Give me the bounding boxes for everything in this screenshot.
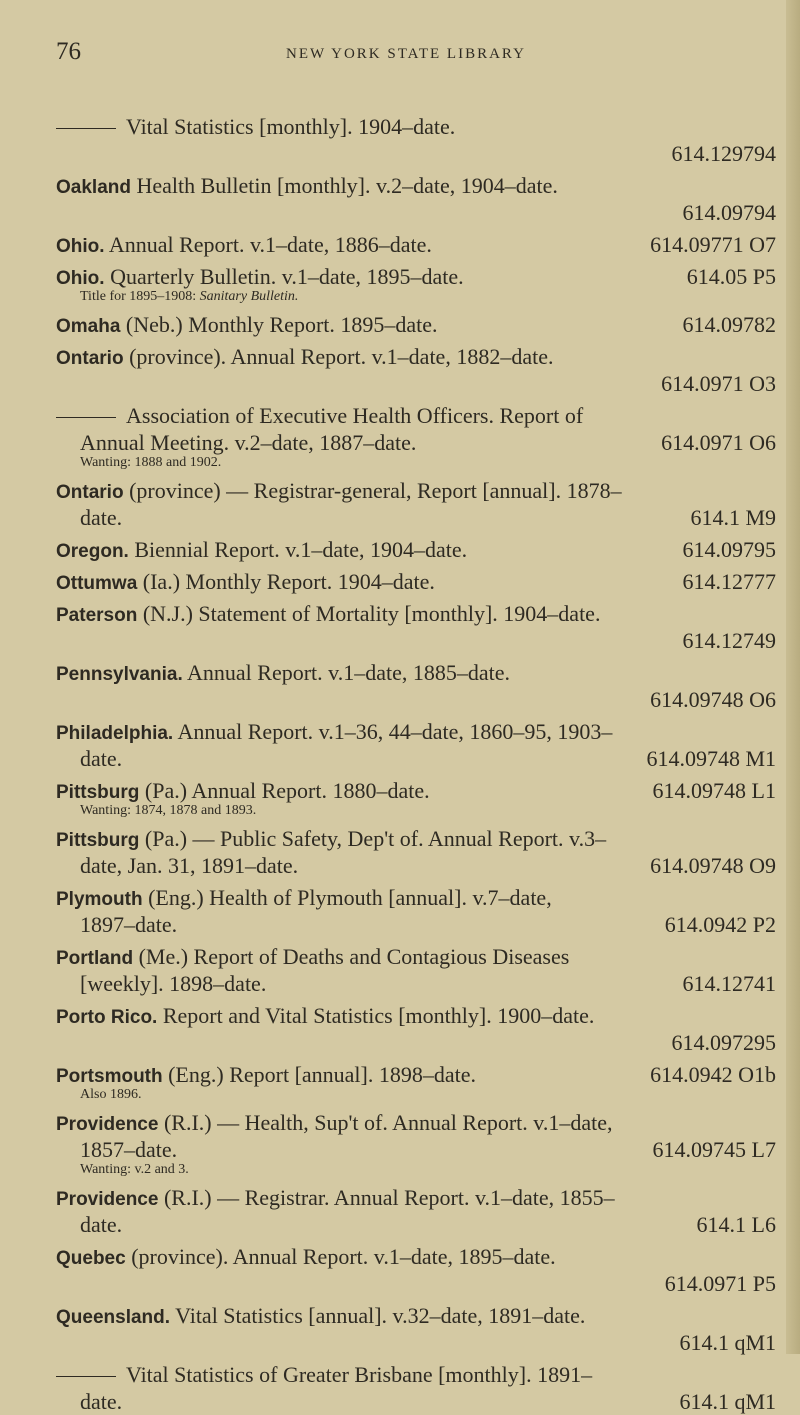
- entry-heading: Plymouth: [56, 889, 143, 910]
- call-number: 614.12741: [682, 971, 776, 996]
- entry-line: [56, 402, 776, 429]
- entry-line: [56, 311, 776, 338]
- entry-text: (N.J.) Statement of Mortality [monthly]. 1904–date.: [137, 601, 601, 626]
- entry-heading: Quebec: [56, 1248, 126, 1269]
- call-number: 614.1 M9: [690, 505, 776, 530]
- entry-line: [56, 504, 776, 531]
- entry-heading: Providence: [56, 1114, 159, 1135]
- entry-text: Vital Statistics of Greater Brisbane [monthly]. 1891–: [126, 1362, 593, 1387]
- entry-line: [56, 777, 776, 804]
- entry-text: Biennial Report. v.1–date, 1904–date.: [128, 537, 468, 562]
- entry-line: [56, 745, 776, 772]
- entry-heading: Ontario: [56, 482, 124, 503]
- entry-note: [56, 1161, 776, 1179]
- entry-line: [56, 659, 776, 686]
- entry-line: [56, 1388, 776, 1415]
- entry-line: [56, 970, 776, 997]
- entry-heading: Omaha: [56, 316, 121, 337]
- call-number: 614.12777: [682, 569, 776, 594]
- entry-line: [56, 1029, 776, 1056]
- entry-text: date.: [80, 746, 123, 771]
- entry-line: [56, 429, 776, 456]
- entry-line: [56, 1302, 776, 1329]
- entry-text: (Pa.) — Public Safety, Dep't of. Annual Report. v.3–: [139, 826, 607, 851]
- entry-text: (Ia.) Monthly Report. 1904–date.: [137, 569, 435, 594]
- entry-heading: Pittsburg: [56, 830, 140, 851]
- entry-heading: Ottumwa: [56, 573, 138, 594]
- entry-line: [56, 172, 776, 199]
- entry-text: date, Jan. 31, 1891–date.: [80, 853, 299, 878]
- running-title: NEW YORK STATE LIBRARY: [286, 46, 526, 62]
- entry-line: [56, 627, 776, 654]
- call-number: 614.09795: [682, 537, 776, 562]
- entry-text: (R.I.) — Registrar. Annual Report. v.1–date, 1855–: [158, 1185, 615, 1210]
- entry-line: [56, 1329, 776, 1356]
- entry-line: [56, 718, 776, 745]
- note-text: Wanting: v.2 and 3.: [80, 1162, 189, 1177]
- entry-line: [56, 231, 776, 258]
- call-number: 614.09745 L7: [652, 1137, 776, 1162]
- entry-line: [56, 568, 776, 595]
- entry-text: (R.I.) — Health, Sup't of. Annual Report. v.1–date,: [158, 1110, 613, 1135]
- entry-line: [56, 1184, 776, 1211]
- entry-heading: Oregon.: [56, 541, 129, 562]
- call-number: 614.097295: [671, 1030, 776, 1055]
- entry-note: [56, 288, 776, 306]
- entry-text: Annual Meeting. v.2–date, 1887–date.: [80, 430, 417, 455]
- call-number: 614.05 P5: [686, 264, 776, 289]
- entry-heading: Portsmouth: [56, 1066, 163, 1087]
- entry-text: Annual Report. v.1–date, 1885–date.: [182, 660, 511, 685]
- entry-line: [56, 1211, 776, 1238]
- entry-line: [56, 884, 776, 911]
- ditto-dash: [56, 128, 116, 129]
- entry-heading: Porto Rico.: [56, 1007, 158, 1028]
- call-number: 614.0971 O6: [661, 430, 776, 455]
- note-text: Also 1896.: [80, 1087, 142, 1102]
- call-number: 614.09794: [682, 200, 776, 225]
- entry-line: [56, 1061, 776, 1088]
- call-number: 614.09748 M1: [646, 746, 776, 771]
- entry-text: Association of Executive Health Officers. Report of: [126, 403, 584, 428]
- note-text: Wanting: 1888 and 1902.: [80, 455, 222, 470]
- entry-text: Quarterly Bulletin. v.1–date, 1895–date.: [104, 264, 464, 289]
- entry-heading: Paterson: [56, 605, 138, 626]
- call-number: 614.09782: [682, 312, 776, 337]
- call-number: 614.1 L6: [696, 1212, 776, 1237]
- entry-text: (Me.) Report of Deaths and Contagious Diseases: [133, 944, 570, 969]
- call-number: 614.09771 O7: [650, 232, 776, 257]
- entry-line: [56, 911, 776, 938]
- entry-heading: Ohio.: [56, 268, 105, 289]
- call-number: 614.12749: [682, 628, 776, 653]
- entry-line: [56, 1109, 776, 1136]
- entry-text: Annual Report. v.1–36, 44–date, 1860–95, 1903–: [173, 719, 613, 744]
- entry-note: [56, 802, 776, 820]
- entry-line: [56, 199, 776, 226]
- entry-text: Health Bulletin [monthly]. v.2–date, 1904–date.: [130, 173, 558, 198]
- entry-heading: Pennsylvania.: [56, 664, 183, 685]
- ditto-dash: [56, 417, 116, 418]
- entry-line: [56, 686, 776, 713]
- entry-line: [56, 1361, 776, 1388]
- entry-text: date.: [80, 1212, 123, 1237]
- call-number: 614.09748 O9: [650, 853, 776, 878]
- entry-text: (Neb.) Monthly Report. 1895–date.: [120, 312, 438, 337]
- entry-line: [56, 1243, 776, 1270]
- entry-heading: Pittsburg: [56, 782, 140, 803]
- call-number: 614.0942 O1b: [650, 1062, 776, 1087]
- entry-line: [56, 263, 776, 290]
- entry-text: [weekly]. 1898–date.: [80, 971, 267, 996]
- entry-text: date.: [80, 1389, 123, 1414]
- entry-line: [56, 536, 776, 563]
- call-number: 614.0971 P5: [664, 1271, 776, 1296]
- catalog-entries: [56, 113, 776, 1415]
- call-number: 614.09748 O6: [650, 687, 776, 712]
- entry-line: [56, 943, 776, 970]
- entry-text: (Pa.) Annual Report. 1880–date.: [139, 778, 430, 803]
- entry-note: [56, 454, 776, 472]
- entry-line: [56, 370, 776, 397]
- entry-text: 1897–date.: [80, 912, 178, 937]
- entry-heading: Portland: [56, 948, 134, 969]
- entry-text: 1857–date.: [80, 1137, 178, 1162]
- call-number: 614.1 qM1: [679, 1389, 776, 1414]
- entry-text: Report and Vital Statistics [monthly]. 1900–date.: [157, 1003, 595, 1028]
- call-number: 614.0971 O3: [661, 371, 776, 396]
- entry-heading: Queensland.: [56, 1307, 171, 1328]
- entry-line: [56, 1136, 776, 1163]
- note-text: Wanting: 1874, 1878 and 1893.: [80, 803, 257, 818]
- entry-text: date.: [80, 505, 123, 530]
- entry-heading: Philadelphia.: [56, 723, 174, 744]
- entry-heading: Oakland: [56, 177, 131, 198]
- entry-text: (province) — Registrar-general, Report [annual]. 1878–: [123, 478, 622, 503]
- entry-text: (Eng.) Report [annual]. 1898–date.: [162, 1062, 477, 1087]
- entry-line: [56, 1002, 776, 1029]
- page-edge: [786, 0, 800, 1354]
- entry-text: Vital Statistics [annual]. v.32–date, 1891–date.: [170, 1303, 586, 1328]
- entry-text: Vital Statistics [monthly]. 1904–date.: [126, 114, 456, 139]
- call-number: 614.09748 L1: [652, 778, 776, 803]
- entry-text: (province). Annual Report. v.1–date, 1882–date.: [123, 344, 554, 369]
- entry-heading: Providence: [56, 1189, 159, 1210]
- entry-heading: Ohio.: [56, 236, 105, 257]
- call-number: 614.129794: [671, 141, 776, 166]
- entry-text: (province). Annual Report. v.1–date, 1895–date.: [125, 1244, 556, 1269]
- entry-heading: Ontario: [56, 348, 124, 369]
- note-title: Sanitary Bulletin.: [199, 289, 299, 304]
- page-header: [56, 38, 756, 72]
- entry-line: [56, 140, 776, 167]
- page-number: 76: [56, 38, 81, 65]
- entry-line: [56, 825, 776, 852]
- entry-line: [56, 113, 776, 140]
- entry-text: Annual Report. v.1–date, 1886–date.: [104, 232, 432, 257]
- entry-line: [56, 600, 776, 627]
- ditto-dash: [56, 1376, 116, 1377]
- entry-line: [56, 1270, 776, 1297]
- call-number: 614.0942 P2: [664, 912, 776, 937]
- entry-line: [56, 477, 776, 504]
- call-number: 614.1 qM1: [679, 1330, 776, 1355]
- entry-text: (Eng.) Health of Plymouth [annual]. v.7–date,: [142, 885, 552, 910]
- entry-note: [56, 1086, 776, 1104]
- note-text: Title for 1895–1908:: [80, 289, 200, 304]
- entry-line: [56, 852, 776, 879]
- entry-line: [56, 343, 776, 370]
